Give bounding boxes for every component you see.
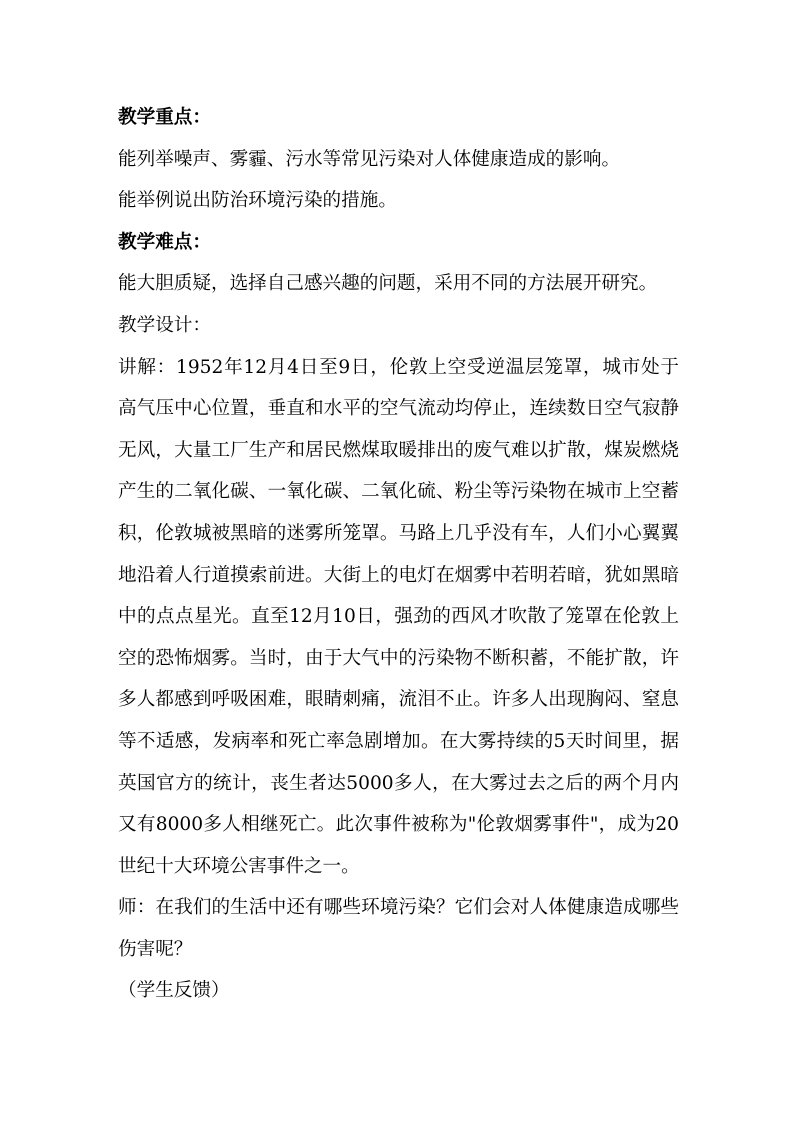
teaching-difficulty-item: 能大胆质疑，选择自己感兴趣的问题，采用不同的方法展开研究。 — [118, 273, 658, 295]
teaching-focus-item: 能列举噪声、雾霾、污水等常见污染对人体健康造成的影响。 — [118, 148, 621, 170]
student-feedback: （学生反馈） — [118, 980, 230, 1002]
teaching-focus-item: 能举例说出防治环境污染的措施。 — [118, 190, 397, 212]
lecture-line: 英国官方的统计，丧生者达5000多人，在大雾过去之后的两个月内 — [118, 772, 679, 794]
lecture-line: 高气压中心位置，垂直和水平的空气流动均停止，连续数日空气寂静 — [118, 398, 679, 420]
lecture-line: 世纪十大环境公害事件之一。 — [118, 855, 360, 877]
lecture-line: 无风，大量工厂生产和居民燃煤取暖排出的废气难以扩散，煤炭燃烧 — [118, 439, 679, 461]
heading-teaching-difficulty: 教学难点： — [118, 231, 211, 253]
lecture-line: 又有8000多人相继死亡。此次事件被称为"伦敦烟雾事件"，成为20 — [118, 814, 679, 836]
lecture-paragraph — [118, 347, 679, 888]
heading-teaching-design: 教学设计： — [118, 314, 211, 336]
teacher-question-line: 师：在我们的生活中还有哪些环境污染？它们会对人体健康造成哪些 — [118, 897, 679, 919]
lecture-line: 中的点点星光。直至12月10日，强劲的西风才吹散了笼罩在伦敦上 — [118, 606, 679, 628]
heading-teaching-focus: 教学重点： — [118, 107, 211, 128]
lecture-line: 地沿着人行道摸索前进。大街上的电灯在烟雾中若明若暗，犹如黑暗 — [118, 564, 679, 586]
teacher-question — [118, 887, 679, 970]
lecture-line: 等不适感，发病率和死亡率急剧增加。在大雾持续的5天时间里，据 — [118, 730, 679, 752]
teacher-question-line: 伤害呢？ — [118, 938, 193, 960]
document-body — [118, 97, 679, 1012]
lecture-line: 产生的二氧化碳、一氧化碳、二氧化硫、粉尘等污染物在城市上空蓄 — [118, 481, 679, 503]
lecture-line: 积，伦敦城被黑暗的迷雾所笼罩。马路上几乎没有车，人们小心翼翼 — [118, 522, 679, 544]
lecture-line: 多人都感到呼吸困难，眼睛刺痛，流泪不止。许多人出现胸闷、窒息 — [118, 689, 679, 711]
lecture-line: 讲解：1952年12月4日至9日，伦敦上空受逆温层笼罩，城市处于 — [118, 356, 679, 378]
lecture-line: 空的恐怖烟雾。当时，由于大气中的污染物不断积蓄，不能扩散，许 — [118, 647, 679, 669]
